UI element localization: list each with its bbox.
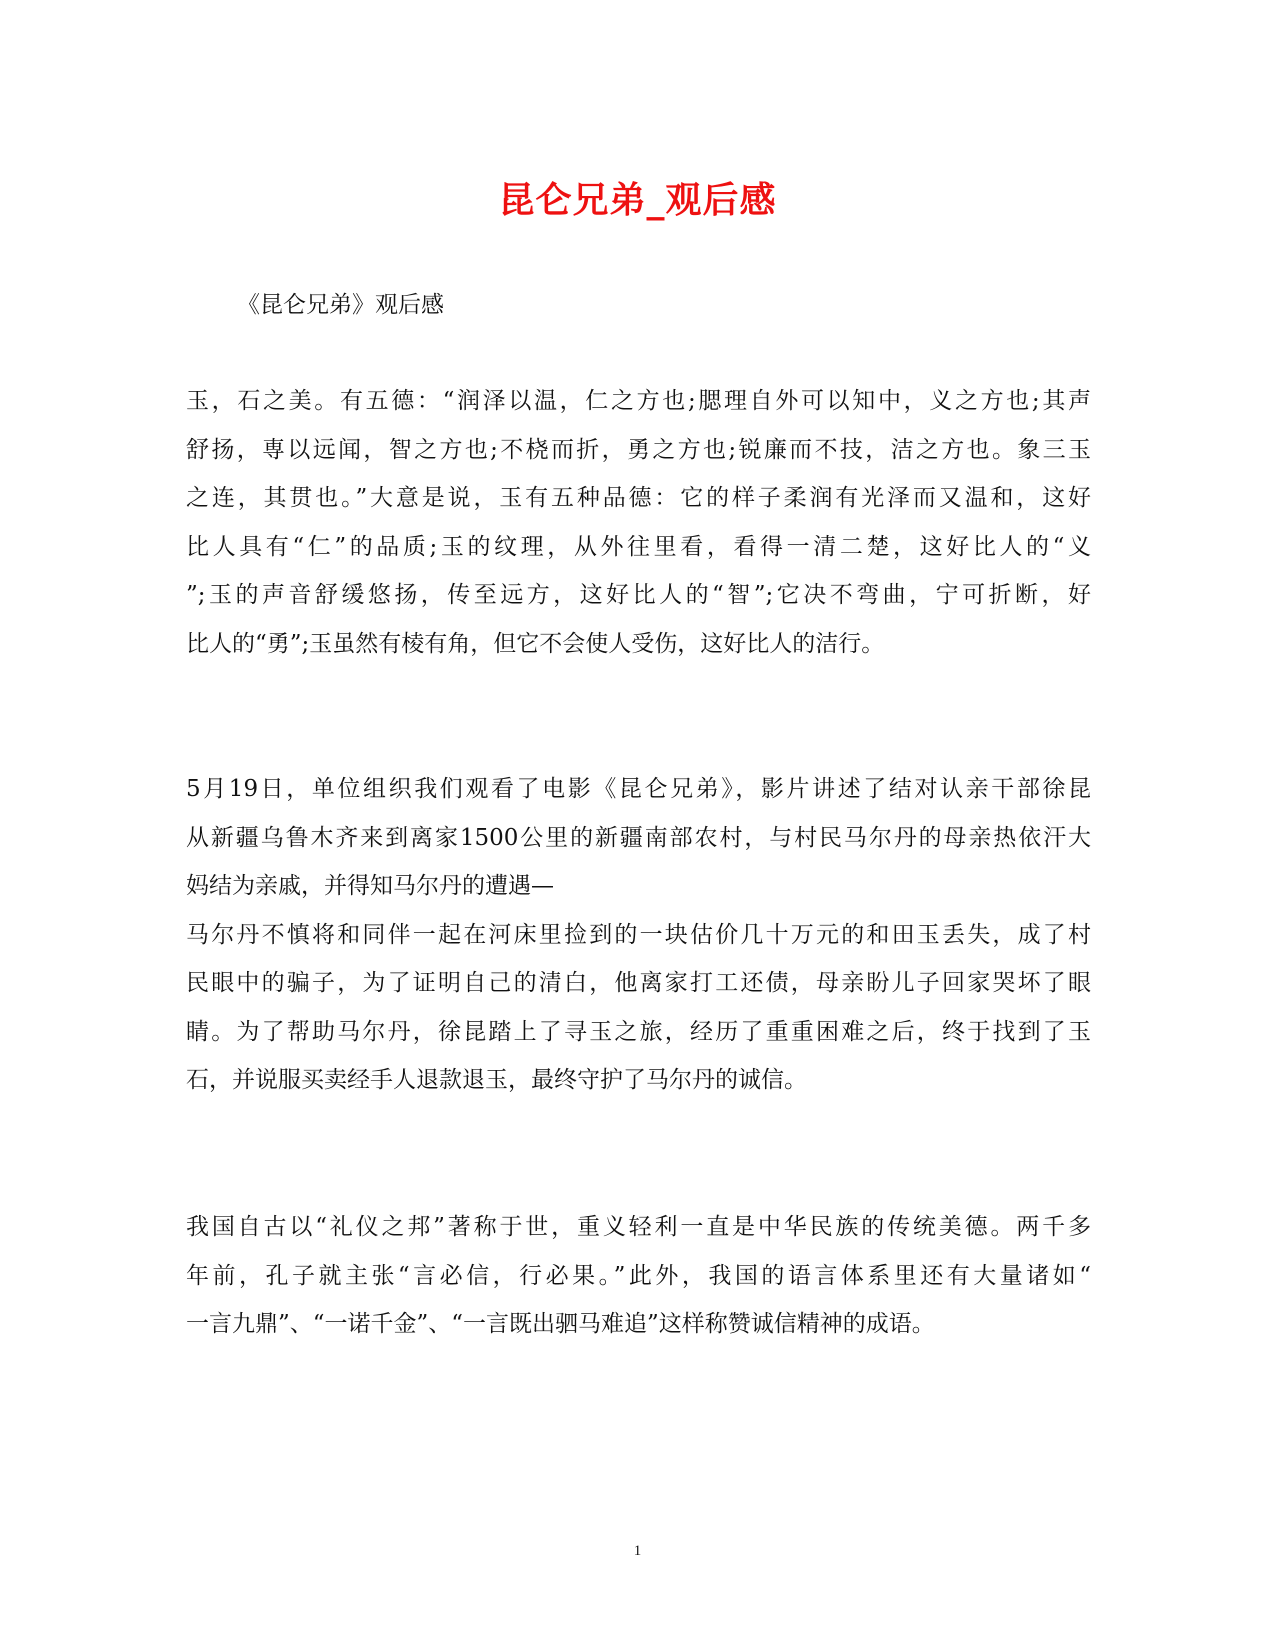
paragraph-line: 从新疆乌鲁木齐来到离家1500公里的新疆南部农村，与村民马尔丹的母亲热依汗大 — [186, 824, 1091, 851]
page-number: 1 — [633, 1543, 642, 1559]
paragraph-line: ”;玉的声音舒缓悠扬，传至远方，这好比人的“智”;它决不弯曲，宁可折断，好 — [186, 582, 1091, 608]
paragraph-line: 舒扬，専以远闻，智之方也;不桡而折，勇之方也;锐廉而不技，洁之方也。象三玉 — [186, 436, 1091, 463]
paragraph-line: 一言九鼎”、“一诺千金”、“一言既出驷马难追”这样称赞诚信精神的成语。 — [186, 1311, 935, 1337]
paragraph-integrity-tradition — [186, 1203, 1091, 1349]
paragraph-line: 睛。为了帮助马尔丹，徐昆踏上了寻玉之旅，经历了重重困难之后，终于找到了玉 — [186, 1018, 1091, 1045]
paragraph-line: 之连，其贯也。”大意是说，玉有五种品德：它的样子柔润有光泽而又温和，这好 — [186, 485, 1091, 511]
paragraph-line: 民眼中的骗子，为了证明自己的清白，他离家打工还债，母亲盼儿子回家哭坏了眼 — [186, 970, 1091, 996]
paragraph-line: 妈结为亲戚，并得知马尔丹的遭遇— — [186, 873, 554, 899]
paragraph-line: 年前，孔子就主张“言必信，行必果。”此外，我国的语言体系里还有大量诸如“ — [186, 1262, 1091, 1289]
paragraph-line: 我国自古以“礼仪之邦”著称于世，重义轻利一直是中华民族的传统美德。两千多 — [186, 1214, 1091, 1240]
paragraph-line: 比人的“勇”;玉虽然有棱有角，但它不会使人受伤，这好比人的洁行。 — [186, 630, 885, 657]
paragraph-line: 石，并说服买卖经手人退款退玉，最终守护了马尔丹的诚信。 — [186, 1067, 807, 1093]
document-title: 昆仑兄弟_观后感 — [498, 179, 777, 221]
paragraph-line: 5月19日，单位组织我们观看了电影《昆仑兄弟》，影片讲述了结对认亲干部徐昆 — [186, 776, 1091, 802]
paragraph-jade-virtues — [186, 377, 1091, 668]
paragraph-line: 玉，石之美。有五德：“润泽以温，仁之方也;腮理自外可以知中，义之方也;其声 — [186, 388, 1091, 414]
document-subtitle: 《昆仑兄弟》观后感 — [237, 292, 444, 318]
paragraph-line: 比人具有“仁”的品质;玉的纹理，从外往里看，看得一清二楚，这好比人的“义 — [186, 533, 1091, 560]
paragraph-movie-plot — [186, 765, 1091, 1105]
paragraph-line: 马尔丹不慎将和同伴一起在河床里捡到的一块估价几十万元的和田玉丢失，成了村 — [186, 921, 1091, 948]
